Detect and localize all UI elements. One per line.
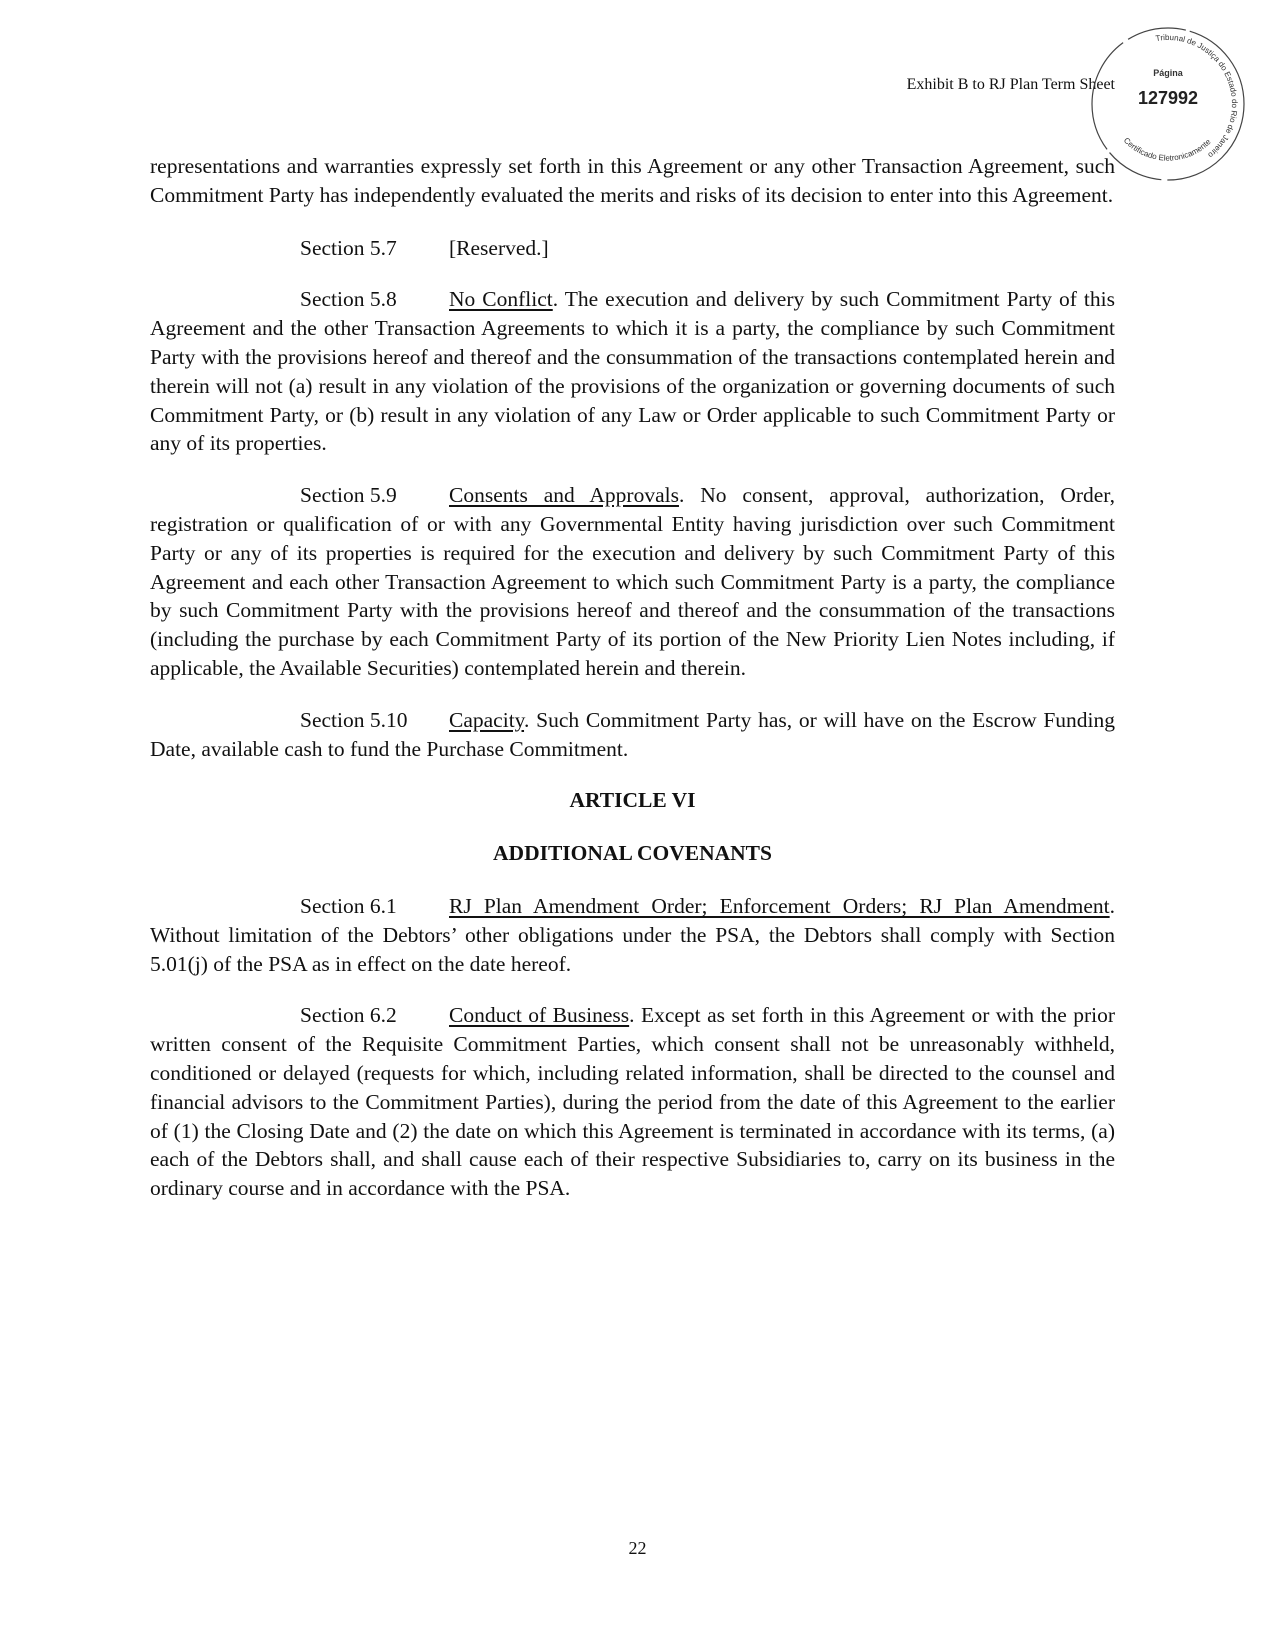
stamp-bottom-text: Certificado Eletronicamente: [1121, 135, 1213, 163]
section-text: . The execution and delivery by such Commitment Party of this Agreement and the other Transaction Agreements to which it is a party, the compliance by such Commitment Party with the provisions hereof and thereof and the consummation of the transactions contemplated herein and therein will not (a) result in any violation of the provisions of the organization or governing documents of such Commitment Party, or (b) result in any violation of any Law or Order applicable to such Commitment Party or any of its properties.: [150, 287, 1115, 456]
section-5-8: [150, 285, 1115, 458]
section-text: . No consent, approval, authorization, Order, registration or qualification of or with any Governmental Entity having jurisdiction over such Commitment Party or any of its properties is required for the execution and delivery by such Commitment Party of this Agreement and each other Transaction Agreement to which such Commitment Party is a party, the compliance by such Commitment Party with the provisions hereof and thereof and the consummation of the transactions (including the purchase by each Commitment Party of its portion of the New Priority Lien Notes including, if applicable, the Available Securities) contemplated herein and therein.: [150, 483, 1115, 680]
page-header: Exhibit B to RJ Plan Term Sheet: [906, 76, 1115, 93]
article-title: ADDITIONAL COVENANTS: [493, 841, 772, 866]
section-text: [Reserved.]: [449, 235, 549, 260]
page-number: 22: [628, 1538, 647, 1558]
intro-paragraph: representations and warranties expressly set forth in this Agreement or any other Transaction Agreement, such Commitment Party has independently evaluated the merits and risks of its decision to enter into this Agreement.: [150, 154, 1115, 207]
section-number: Section 6.2: [300, 1003, 397, 1028]
section-title: Capacity: [449, 707, 525, 732]
section-5-7: [150, 234, 1115, 263]
section-5-10: [150, 706, 1115, 764]
section-title: No Conflict: [449, 287, 553, 312]
document-body: [150, 152, 1115, 1226]
stamp-page-number: 127992: [1137, 88, 1199, 108]
stamp-page-label: Página: [1153, 68, 1183, 78]
section-number: Section 5.8: [300, 287, 397, 312]
section-title: Consents and Approvals: [449, 483, 679, 508]
section-number: Section 5.7: [300, 235, 397, 260]
section-text: . Except as set forth in this Agreement or with the prior written consent of the Requisite Commitment Parties, which consent shall not be unreasonably withheld, conditioned or delayed (requests for which, including related information, shall be directed to the counsel and financial advisors to the Commitment Parties), during the period from the date of this Agreement to the earlier of (1) the Closing Date and (2) the date on which this Agreement is terminated in accordance with its terms, (a) each of the Debtors shall, and shall cause each of their respective Subsidiaries to, carry on its business in the ordinary course and in accordance with the PSA.: [150, 1003, 1115, 1201]
section-number: Section 5.10: [300, 707, 408, 732]
section-title: Conduct of Business: [449, 1003, 630, 1028]
article-heading: ARTICLE VI: [569, 788, 696, 813]
stamp-ring-text: Tribunal de Justiça do Estado do Rio de Janeiro: [1155, 32, 1240, 160]
section-text: . Without limitation of the Debtors’ other obligations under the PSA, the Debtors shall comply with Section 5.01(j) of the PSA as in effect on the date hereof.: [150, 893, 1115, 976]
section-text: . Such Commitment Party has, or will have on the Escrow Funding Date, available cash to fund the Purchase Commitment.: [150, 707, 1115, 761]
section-number: Section 5.9: [300, 483, 397, 508]
section-5-9: [150, 481, 1115, 683]
section-6-2: [150, 1001, 1115, 1203]
section-title: RJ Plan Amendment Order; Enforcement Orders; RJ Plan Amendment: [449, 893, 1110, 918]
section-number: Section 6.1: [300, 893, 397, 918]
section-6-1: [150, 892, 1115, 978]
